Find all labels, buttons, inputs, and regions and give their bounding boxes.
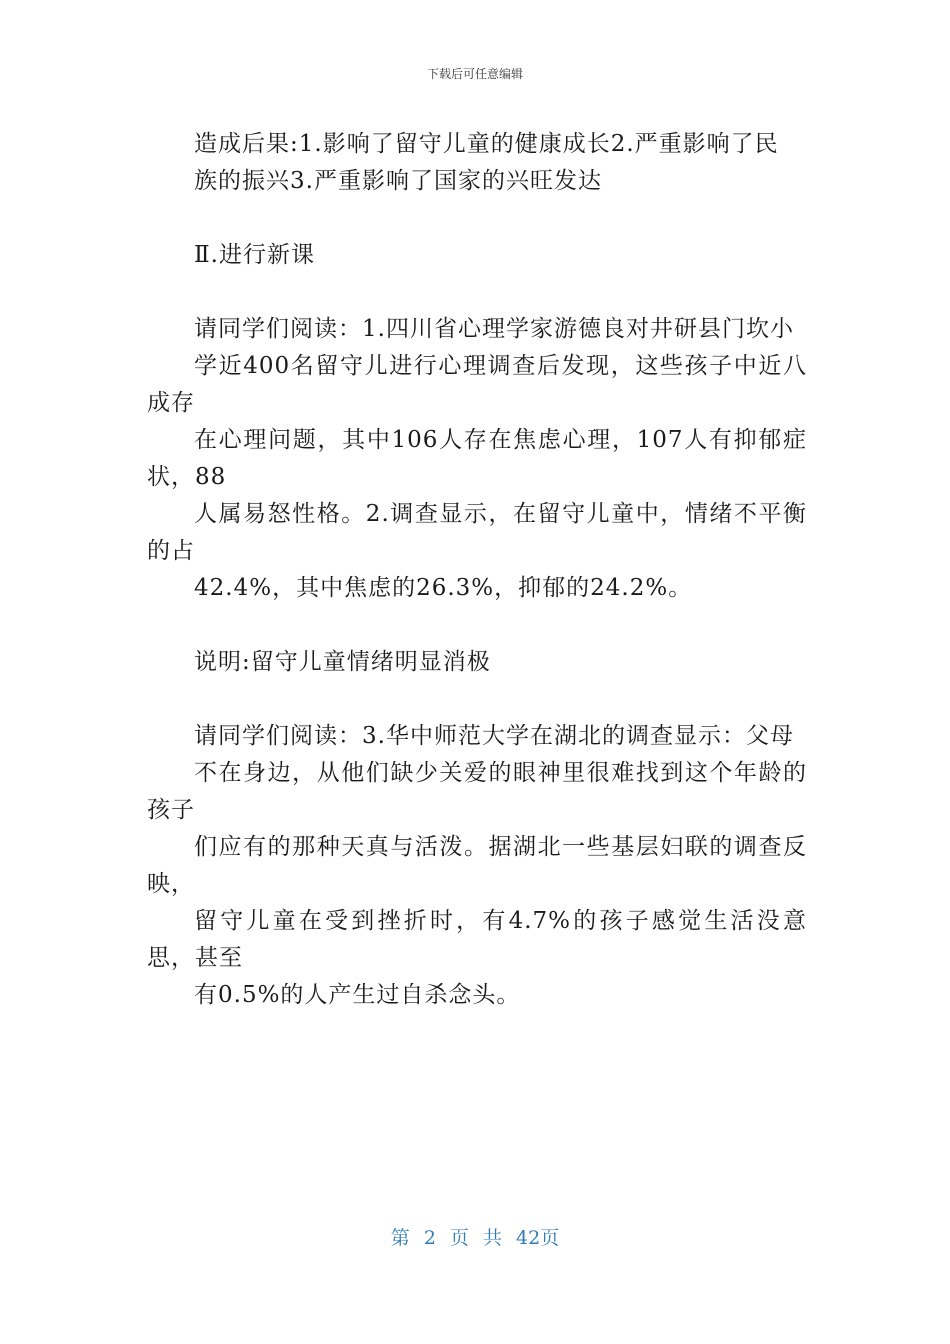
paragraph-reading-1-2	[147, 311, 807, 607]
document-body	[147, 126, 807, 1051]
text-line: 有0.5%的人产生过自杀念头。	[194, 982, 521, 1008]
paragraph-explanation	[147, 644, 807, 681]
text-line: 人属易怒性格。2.调查显示，在留守儿童中，情绪不平衡的占	[147, 501, 807, 564]
text-line: 在心理问题，其中106人存在焦虑心理，107人有抑郁症状，88	[147, 427, 807, 490]
text-line: 学近400名留守儿进行心理调查后发现，这些孩子中近八成存	[147, 353, 807, 416]
text-line: 请同学们阅读：3.华中师范大学在湖北的调查显示：父母	[194, 723, 794, 749]
page-number-footer: 第 2 页 共 42页	[390, 1227, 560, 1249]
text-line: 请同学们阅读：1.四川省心理学家游德良对井研县门坎小	[194, 316, 794, 342]
page-header: 下载后可任意编辑	[426, 67, 523, 81]
paragraph-reading-3	[147, 718, 807, 1014]
text-line: 族的振兴3.严重影响了国家的兴旺发达	[194, 168, 602, 194]
text-line: 们应有的那种天真与活泼。据湖北一些基层妇联的调查反映，	[147, 834, 807, 897]
text-line: 42.4%，其中焦虑的26.3%，抑郁的24.2%。	[194, 575, 693, 601]
text-line: 不在身边，从他们缺少关爱的眼神里很难找到这个年龄的孩子	[147, 760, 807, 823]
text-line: Ⅱ.进行新课	[194, 242, 315, 268]
text-line: 留守儿童在受到挫折时，有4.7%的孩子感觉生活没意思，甚至	[147, 908, 807, 971]
paragraph-consequences	[147, 126, 807, 200]
text-line: 造成后果:1.影响了留守儿童的健康成长2.严重影响了民	[194, 131, 779, 157]
section-heading-new-lesson	[147, 237, 807, 274]
text-line: 说明:留守儿童情绪明显消极	[194, 649, 491, 675]
